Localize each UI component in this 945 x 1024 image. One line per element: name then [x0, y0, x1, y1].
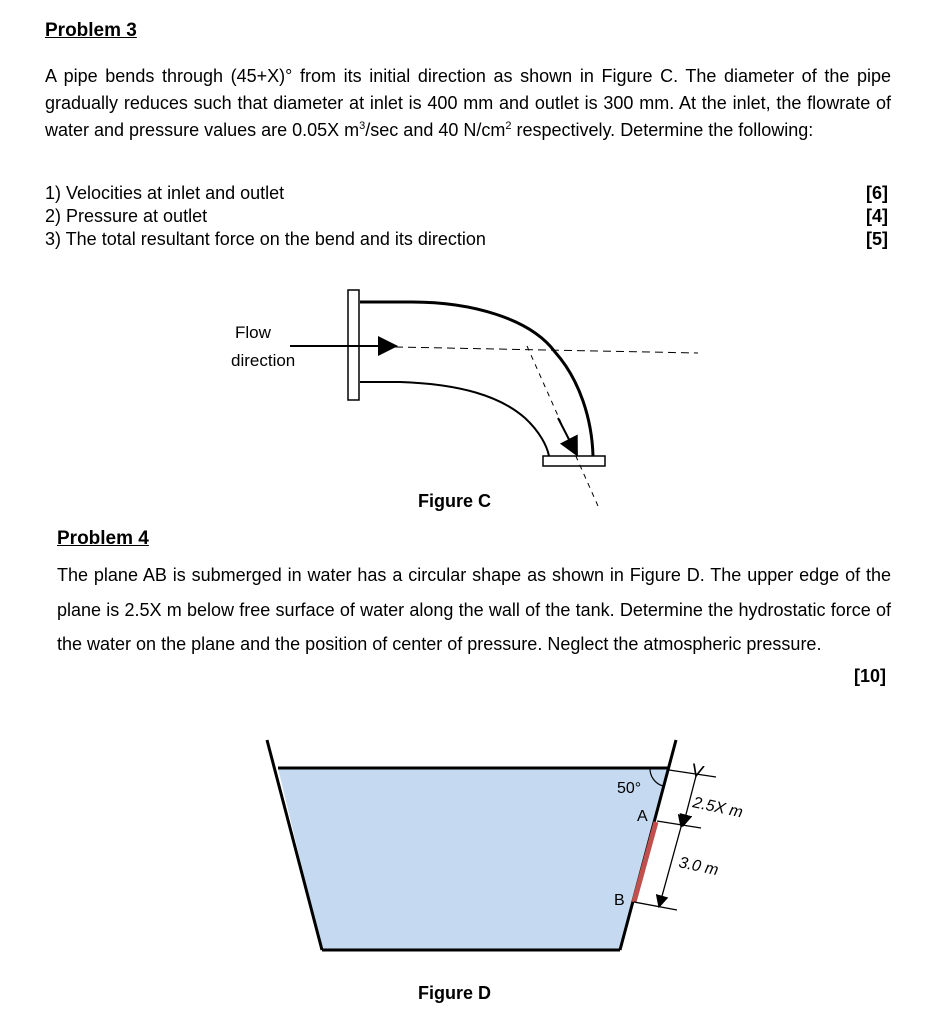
- item-2-text: 2) Pressure at outlet: [45, 206, 208, 226]
- outlet-flow-arrow: [558, 418, 577, 455]
- problem-3-title: Problem 3: [45, 20, 137, 41]
- flow-label-line2: direction: [231, 351, 296, 370]
- figure-d-caption: Figure D: [418, 983, 492, 1003]
- cubic-superscript: 3: [359, 120, 366, 132]
- squared-superscript: 2: [505, 120, 512, 132]
- problem-3-text-b: /sec and 40 N/cm: [365, 120, 506, 140]
- extension-line-b: [634, 902, 677, 910]
- problem-3-text-a: A pipe bends through (45+X)° from its initial direction as shown in Figure C. The diameter of the pipe gradually reduces such that diameter at inlet is 400 mm and outlet is 300 mm. At the inlet, the flowrate of water and pressure values are 0.05X m: [45, 66, 891, 140]
- problem-4-marks: [10]: [853, 666, 886, 686]
- dimension-upper-label: 2.5X m: [691, 794, 745, 822]
- point-b-label: B: [614, 892, 625, 909]
- flow-label-line1: Flow: [235, 323, 271, 342]
- figure-c-diagram: [0, 270, 945, 520]
- figure-c-caption: Figure C: [418, 491, 492, 511]
- dimension-lower-label: 3.0 m: [677, 854, 720, 880]
- point-a-label: A: [637, 808, 648, 825]
- pipe-outer-wall: [360, 302, 593, 456]
- extension-line-top: [669, 770, 716, 777]
- item-1-marks: [6]: [866, 183, 888, 203]
- inlet-centerline: [395, 347, 698, 353]
- item-3-marks: [5]: [866, 229, 888, 249]
- pipe-inner-wall: [360, 382, 549, 456]
- item-3-text: 3) The total resultant force on the bend and its direction: [45, 229, 486, 249]
- problem-4-text: The plane AB is submerged in water has a circular shape as shown in Figure D. The upper edge of the plane is 2.5X m below free surface of water along the wall of the tank. Determine the hydrostatic force of the water on the plane and the position of center of pressure. Neglect the atmospheric pressure.: [57, 565, 891, 654]
- angle-label: 50°: [617, 780, 642, 797]
- extension-line-a: [657, 821, 701, 828]
- item-2-marks: [4]: [866, 206, 888, 226]
- problem-3-text-c: respectively. Determine the following:: [511, 120, 814, 140]
- problem-3-text: [45, 63, 891, 144]
- figure-d-diagram: [0, 730, 945, 990]
- problem-4-title: Problem 4: [57, 528, 149, 549]
- water-body: [278, 768, 668, 950]
- outlet-flange: [543, 456, 605, 466]
- item-1-text: 1) Velocities at inlet and outlet: [45, 183, 285, 203]
